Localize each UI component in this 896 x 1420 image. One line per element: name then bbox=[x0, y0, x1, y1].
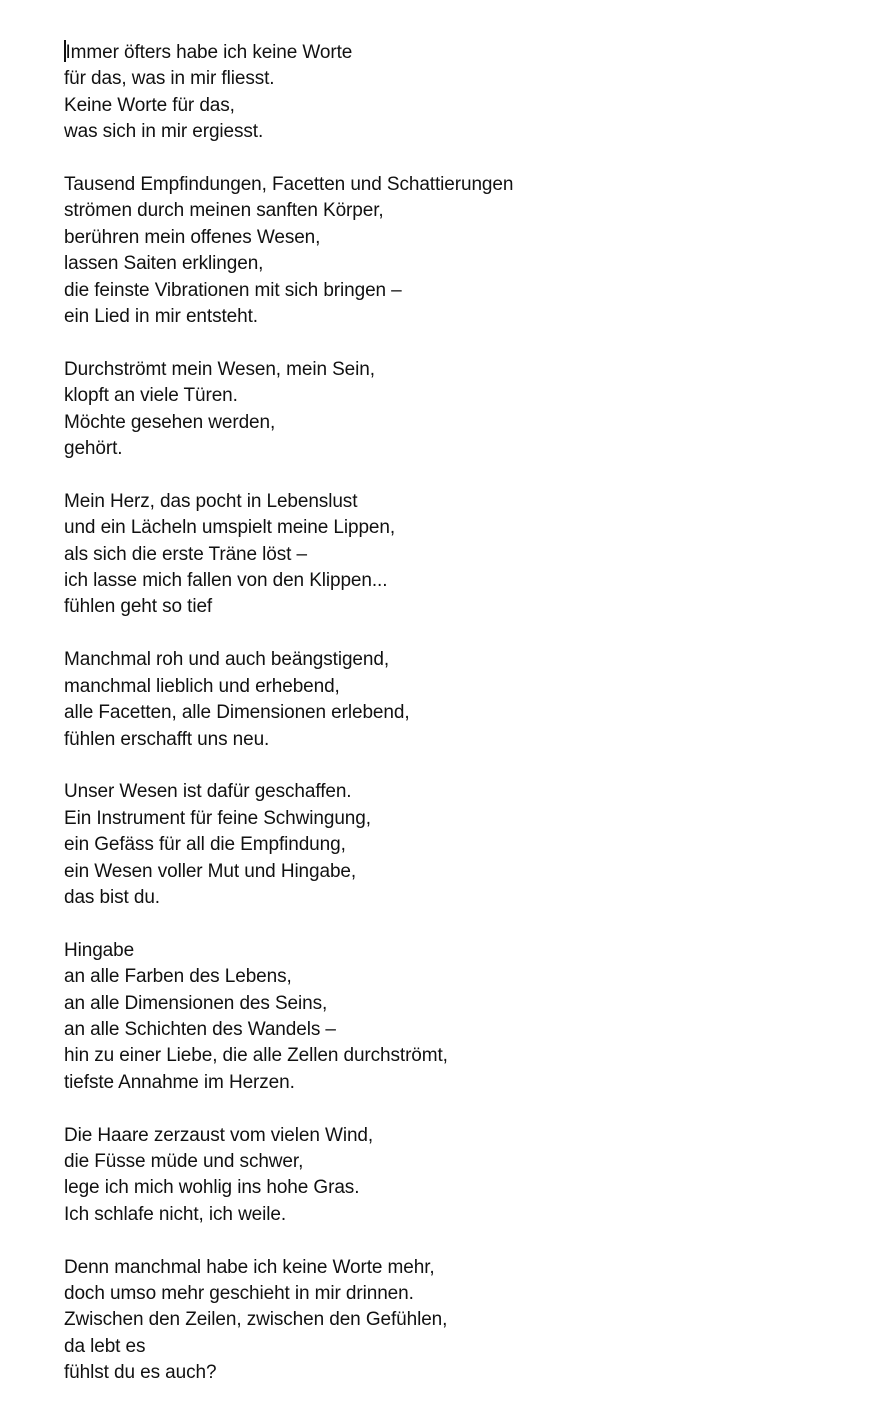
poem-line: Denn manchmal habe ich keine Worte mehr, bbox=[64, 1256, 435, 1278]
poem-line: Tausend Empfindungen, Facetten und Schattierungen bbox=[64, 174, 514, 196]
poem-line: gehört. bbox=[64, 438, 123, 460]
stanza-5 bbox=[64, 647, 864, 753]
poem-line: Manchmal roh und auch beängstigend, bbox=[64, 649, 390, 671]
poem-line: hin zu einer Liebe, die alle Zellen durchströmt, bbox=[64, 1045, 448, 1067]
poem-line: lege ich mich wohlig ins hohe Gras. bbox=[64, 1177, 360, 1199]
poem-line: strömen durch meinen sanften Körper, bbox=[64, 200, 384, 222]
stanza-8 bbox=[64, 1123, 864, 1229]
poem-line: berühren mein offenes Wesen, bbox=[64, 226, 321, 248]
poem-line: fühlst du es auch? bbox=[64, 1362, 217, 1384]
poem-line: Die Haare zerzaust vom vielen Wind, bbox=[64, 1124, 374, 1146]
poem-line-text: Immer öfters habe ich keine Worte bbox=[65, 42, 353, 63]
poem-line: als sich die erste Träne löst – bbox=[64, 543, 307, 565]
poem-line: das bist du. bbox=[64, 886, 160, 908]
poem-line: klopft an viele Türen. bbox=[64, 385, 238, 407]
poem-line: tiefste Annahme im Herzen. bbox=[64, 1071, 295, 1093]
stanza-6 bbox=[64, 779, 864, 911]
poem-line: da lebt es bbox=[64, 1335, 146, 1357]
poem-line: an alle Dimensionen des Seins, bbox=[64, 992, 328, 1014]
poem-line: doch umso mehr geschieht in mir drinnen. bbox=[64, 1282, 414, 1304]
poem-line: an alle Schichten des Wandels – bbox=[64, 1018, 336, 1040]
poem-line: Möchte gesehen werden, bbox=[64, 411, 276, 433]
poem-line: Ich schlafe nicht, ich weile. bbox=[64, 1203, 287, 1225]
stanza-9 bbox=[64, 1255, 864, 1387]
stanza-7 bbox=[64, 938, 864, 1096]
poem-line: Hingabe bbox=[64, 939, 135, 961]
poem-line: ich lasse mich fallen von den Klippen... bbox=[64, 570, 388, 592]
poem-line: für das, was in mir fliesst. bbox=[64, 68, 275, 90]
poem-line: die feinste Vibrationen mit sich bringen – bbox=[64, 279, 402, 301]
poem-line: alle Facetten, alle Dimensionen erlebend, bbox=[64, 702, 410, 724]
poem-line bbox=[64, 40, 864, 66]
stanza-4 bbox=[64, 489, 864, 621]
poem-line: manchmal lieblich und erhebend, bbox=[64, 675, 340, 697]
poem-line: Durchströmt mein Wesen, mein Sein, bbox=[64, 358, 375, 380]
poem-line: Zwischen den Zeilen, zwischen den Gefühlen, bbox=[64, 1309, 448, 1331]
stanza-1 bbox=[64, 40, 864, 146]
poem-line: und ein Lächeln umspielt meine Lippen, bbox=[64, 517, 396, 539]
stanza-3 bbox=[64, 357, 864, 463]
poem-line: die Füsse müde und schwer, bbox=[64, 1150, 304, 1172]
poem-line: lassen Saiten erklingen, bbox=[64, 253, 264, 275]
poem-line: fühlen geht so tief bbox=[64, 596, 213, 618]
poem-line: Ein Instrument für feine Schwingung, bbox=[64, 807, 371, 829]
poem-line: was sich in mir ergiesst. bbox=[64, 121, 264, 143]
poem-line: an alle Farben des Lebens, bbox=[64, 966, 292, 988]
document-page[interactable] bbox=[64, 40, 864, 1413]
poem-line: Mein Herz, das pocht in Lebenslust bbox=[64, 490, 358, 512]
poem-line: ein Gefäss für all die Empfindung, bbox=[64, 834, 346, 856]
poem-line: Unser Wesen ist dafür geschaffen. bbox=[64, 781, 352, 803]
poem-line: Keine Worte für das, bbox=[64, 94, 235, 116]
stanza-2 bbox=[64, 172, 864, 330]
poem-line: fühlen erschafft uns neu. bbox=[64, 728, 270, 750]
poem-line: ein Wesen voller Mut und Hingabe, bbox=[64, 860, 357, 882]
poem-line: ein Lied in mir entsteht. bbox=[64, 306, 258, 328]
